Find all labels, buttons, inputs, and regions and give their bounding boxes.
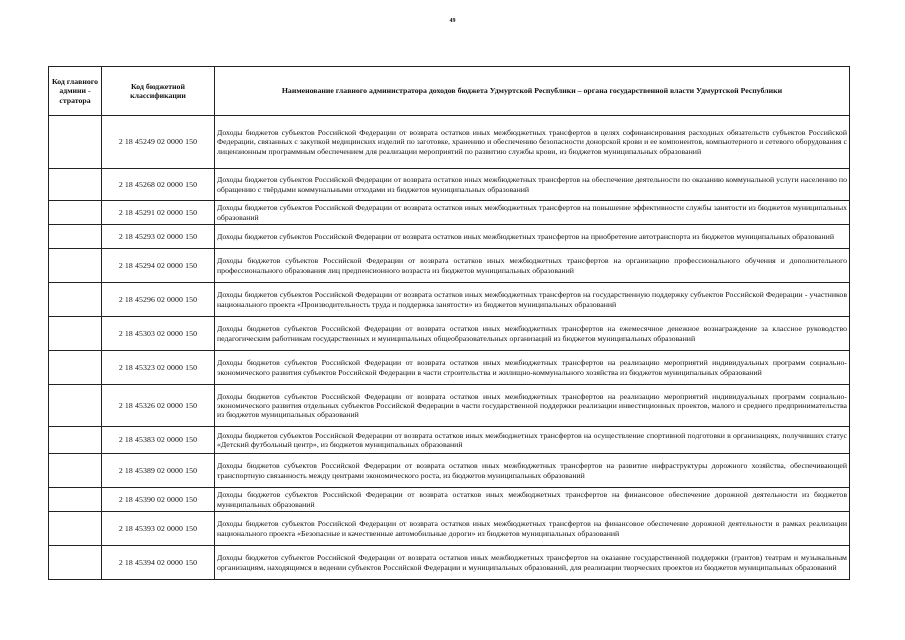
table-row — [49, 317, 850, 351]
table-row — [49, 249, 850, 283]
kbk-cell: 2 18 45249 02 0000 150 — [102, 116, 215, 169]
name-cell: Доходы бюджетов субъектов Российской Федерации от возврата остатков иных межбюджетных трансфертов на повышение эффективности службы занятости из бюджетов муниципальных образований — [215, 201, 850, 225]
admin-code-cell — [49, 512, 102, 546]
name-cell: Доходы бюджетов субъектов Российской Федерации от возврата остатков иных межбюджетных трансфертов на развитие инфраструктуры дорожного хозяйства, обеспечивающей транспортную связанность между центрами экономического роста, из бюджетов муниципальных образований — [215, 454, 850, 488]
table-row — [49, 169, 850, 201]
name-cell: Доходы бюджетов субъектов Российской Федерации от возврата остатков иных межбюджетных трансфертов на финансовое обеспечение дорожной деятельности в рамках реализации национального проекта «Безопасные и качественные автомобильные дороги» из бюджетов муниципальных образований — [215, 512, 850, 546]
name-cell: Доходы бюджетов субъектов Российской Федерации от возврата остатков иных межбюджетных трансфертов на оказание государственной поддержки (грантов) театрам и музыкальным организациям, находящимся в ведении субъектов Российской Федерации и муниципальных образований, для реализации творческих проектов из бюджетов муниципальных образований — [215, 546, 850, 580]
kbk-cell: 2 18 45393 02 0000 150 — [102, 512, 215, 546]
admin-code-cell — [49, 454, 102, 488]
admin-code-cell — [49, 249, 102, 283]
table-row — [49, 427, 850, 454]
kbk-cell: 2 18 45268 02 0000 150 — [102, 169, 215, 201]
admin-code-cell — [49, 488, 102, 512]
page-number: 49 — [449, 18, 456, 24]
kbk-cell: 2 18 45294 02 0000 150 — [102, 249, 215, 283]
admin-code-cell — [49, 225, 102, 249]
revenue-administrators-table — [48, 66, 850, 580]
admin-code-cell — [49, 427, 102, 454]
table-row — [49, 454, 850, 488]
kbk-cell: 2 18 45389 02 0000 150 — [102, 454, 215, 488]
name-cell: Доходы бюджетов субъектов Российской Федерации от возврата остатков иных межбюджетных трансфертов на ежемесячное денежное вознаграждение за классное руководство педагогическим работникам государственных и муниципальных общеобразовательных организаций из бюджетов муниципальных образований — [215, 317, 850, 351]
admin-code-cell — [49, 201, 102, 225]
name-cell: Доходы бюджетов субъектов Российской Федерации от возврата остатков иных межбюджетных трансфертов на осуществление спортивной подготовки в организациях, получивших статус «Детский футбольный центр», из бюджетов муниципальных образований — [215, 427, 850, 454]
table-row — [49, 201, 850, 225]
header-kbk: Код бюджетной классификации — [102, 67, 215, 116]
table-row — [49, 488, 850, 512]
admin-code-cell — [49, 283, 102, 317]
kbk-cell: 2 18 45390 02 0000 150 — [102, 488, 215, 512]
kbk-cell: 2 18 45293 02 0000 150 — [102, 225, 215, 249]
name-cell: Доходы бюджетов субъектов Российской Федерации от возврата остатков иных межбюджетных трансфертов в целях софинансирования расходных обязательств субъектов Российской Федерации, связанных с закупкой медицинских изделий по заготовке, хранению и обеспечению безопасности донорской крови и ее компонентов, компьютерного и сетевого оборудования с лицензионным программным обеспечением для реализации мероприятий по развитию службы крови, из бюджетов муниципальных образований — [215, 116, 850, 169]
header-name: Наименование главного администратора доходов бюджета Удмуртской Республики – органа государственной власти Удмуртской Республики — [215, 67, 850, 116]
kbk-cell: 2 18 45326 02 0000 150 — [102, 385, 215, 427]
kbk-cell: 2 18 45383 02 0000 150 — [102, 427, 215, 454]
name-cell: Доходы бюджетов субъектов Российской Федерации от возврата остатков иных межбюджетных трансфертов на реализацию мероприятий индивидуальных программ социально-экономического развития субъектов Российской Федерации в части строительства и жилищно-коммунального хозяйства из бюджетов муниципальных образований — [215, 351, 850, 385]
admin-code-cell — [49, 317, 102, 351]
name-cell: Доходы бюджетов субъектов Российской Федерации от возврата остатков иных межбюджетных трансфертов на организацию профессионального обучения и дополнительного профессионального образования лиц предпенсионного возраста из бюджетов муниципальных образований — [215, 249, 850, 283]
admin-code-cell — [49, 546, 102, 580]
name-cell: Доходы бюджетов субъектов Российской Федерации от возврата остатков иных межбюджетных трансфертов на обеспечение деятельности по оказанию коммунальной услуги населению по обращению с твёрдыми коммунальными отходами из бюджетов муниципальных образований — [215, 169, 850, 201]
kbk-cell: 2 18 45394 02 0000 150 — [102, 546, 215, 580]
table-header-row — [49, 67, 850, 116]
name-cell: Доходы бюджетов субъектов Российской Федерации от возврата остатков иных межбюджетных трансфертов на государственную поддержку субъектов Российской Федерации - участников национального проекта «Производительность труда и поддержка занятости» из бюджетов муниципальных образований — [215, 283, 850, 317]
admin-code-cell — [49, 169, 102, 201]
kbk-cell: 2 18 45296 02 0000 150 — [102, 283, 215, 317]
admin-code-cell — [49, 385, 102, 427]
kbk-cell: 2 18 45323 02 0000 150 — [102, 351, 215, 385]
kbk-cell: 2 18 45303 02 0000 150 — [102, 317, 215, 351]
name-cell: Доходы бюджетов субъектов Российской Федерации от возврата остатков иных межбюджетных трансфертов на реализацию мероприятий индивидуальных программ социально-экономического развития отдельных субъектов Российской Федерации в части государственной поддержки реализации инвестиционных проектов, малого и среднего предпринимательства из бюджетов муниципальных образований — [215, 385, 850, 427]
name-cell: Доходы бюджетов субъектов Российской Федерации от возврата остатков иных межбюджетных трансфертов на финансовое обеспечение дорожной деятельности из бюджетов муниципальных образований — [215, 488, 850, 512]
table-row — [49, 351, 850, 385]
admin-code-cell — [49, 351, 102, 385]
table-row — [49, 385, 850, 427]
table-row — [49, 116, 850, 169]
table-row — [49, 546, 850, 580]
table-row — [49, 512, 850, 546]
table-row — [49, 225, 850, 249]
admin-code-cell — [49, 116, 102, 169]
name-cell: Доходы бюджетов субъектов Российской Федерации от возврата остатков иных межбюджетных трансфертов на приобретение автотранспорта из бюджетов муниципальных образований — [215, 225, 850, 249]
header-admin-code: Код главного админи - стратора — [49, 67, 102, 116]
table-row — [49, 283, 850, 317]
kbk-cell: 2 18 45291 02 0000 150 — [102, 201, 215, 225]
